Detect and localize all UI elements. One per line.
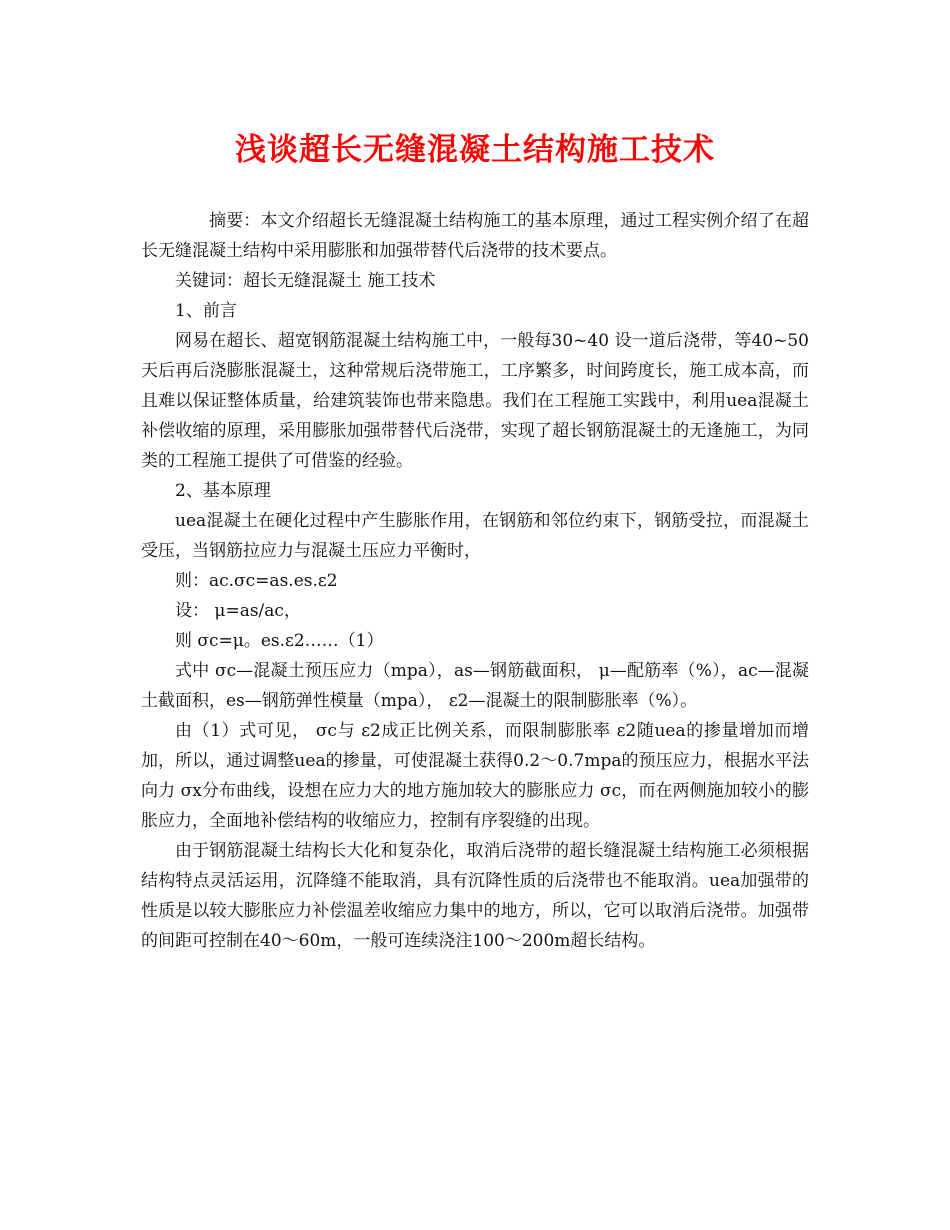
section-heading-principle: 2、基本原理: [175, 481, 271, 501]
principle-paragraph: uea混凝土在硬化过程中产生膨胀作用，在钢筋和邻位约束下，钢筋受拉，而混凝土受压，当钢筋拉应力与混凝土压应力平衡时，: [141, 511, 809, 561]
analysis-paragraph: 由（1）式可见， σc与 ε2成正比例关系，而限制膨胀率 ε2随uea的掺量增加而增加，所以，通过调整uea的掺量，可使混凝土获得0.2～0.7mpa的预压应力，根据水平法向力 σx分布曲线，设想在应力大的地方施加较大的膨胀应力 σc，而在两侧施加较小的膨胀应力，全面地补偿结构的收缩应力，控制有序裂缝的出现。: [141, 721, 809, 831]
keywords-line: 关键词：超长无缝混凝土 施工技术: [175, 271, 436, 291]
formula-line: 设： μ=as/ac，: [175, 601, 301, 621]
formula-line: 则：ac.σc=as.es.ε2: [175, 571, 338, 591]
preface-paragraph: 网易在超长、超宽钢筋混凝土结构施工中，一般每30~40 设一道后浇带，等40~50天后再后浇膨胀混凝土，这种常规后浇带施工，工序繁多，时间跨度长，施工成本高，而且难以保证整体质量，给建筑装饰也带来隐患。我们在工程施工实践中，利用uea混凝土补偿收缩的原理，采用膨胀加强带替代后浇带，实现了超长钢筋混凝土的无逢施工，为同类的工程施工提供了可借鉴的经验。: [141, 331, 809, 471]
abstract-paragraph: 摘要：本文介绍超长无缝混凝土结构施工的基本原理，通过工程实例介绍了在超长无缝混凝土结构中采用膨胀和加强带替代后浇带的技术要点。: [141, 211, 809, 261]
formula-line: 则 σc=μ。es.ε2……（1）: [175, 631, 384, 651]
document-title: 浅谈超长无缝混凝土结构施工技术: [235, 132, 715, 168]
conclusion-paragraph: 由于钢筋混凝土结构长大化和复杂化，取消后浇带的超长缝混凝土结构施工必须根据结构特点灵活运用，沉降缝不能取消，具有沉降性质的后浇带也不能取消。uea加强带的性质是以较大膨胀应力补偿温差收缩应力集中的地方，所以，它可以取消后浇带。加强带的间距可控制在40～60m，一般可连续浇注100～200m超长结构。: [141, 841, 809, 951]
formula-definition-paragraph: 式中 σc—混凝土预压应力（mpa），as—钢筋截面积， μ—配筋率（%），ac—混凝土截面积，es—钢筋弹性模量（mpa）， ε2—混凝土的限制膨胀率（%）。: [141, 661, 809, 711]
document-body: [141, 206, 809, 956]
section-heading-preface: 1、前言: [175, 301, 237, 321]
